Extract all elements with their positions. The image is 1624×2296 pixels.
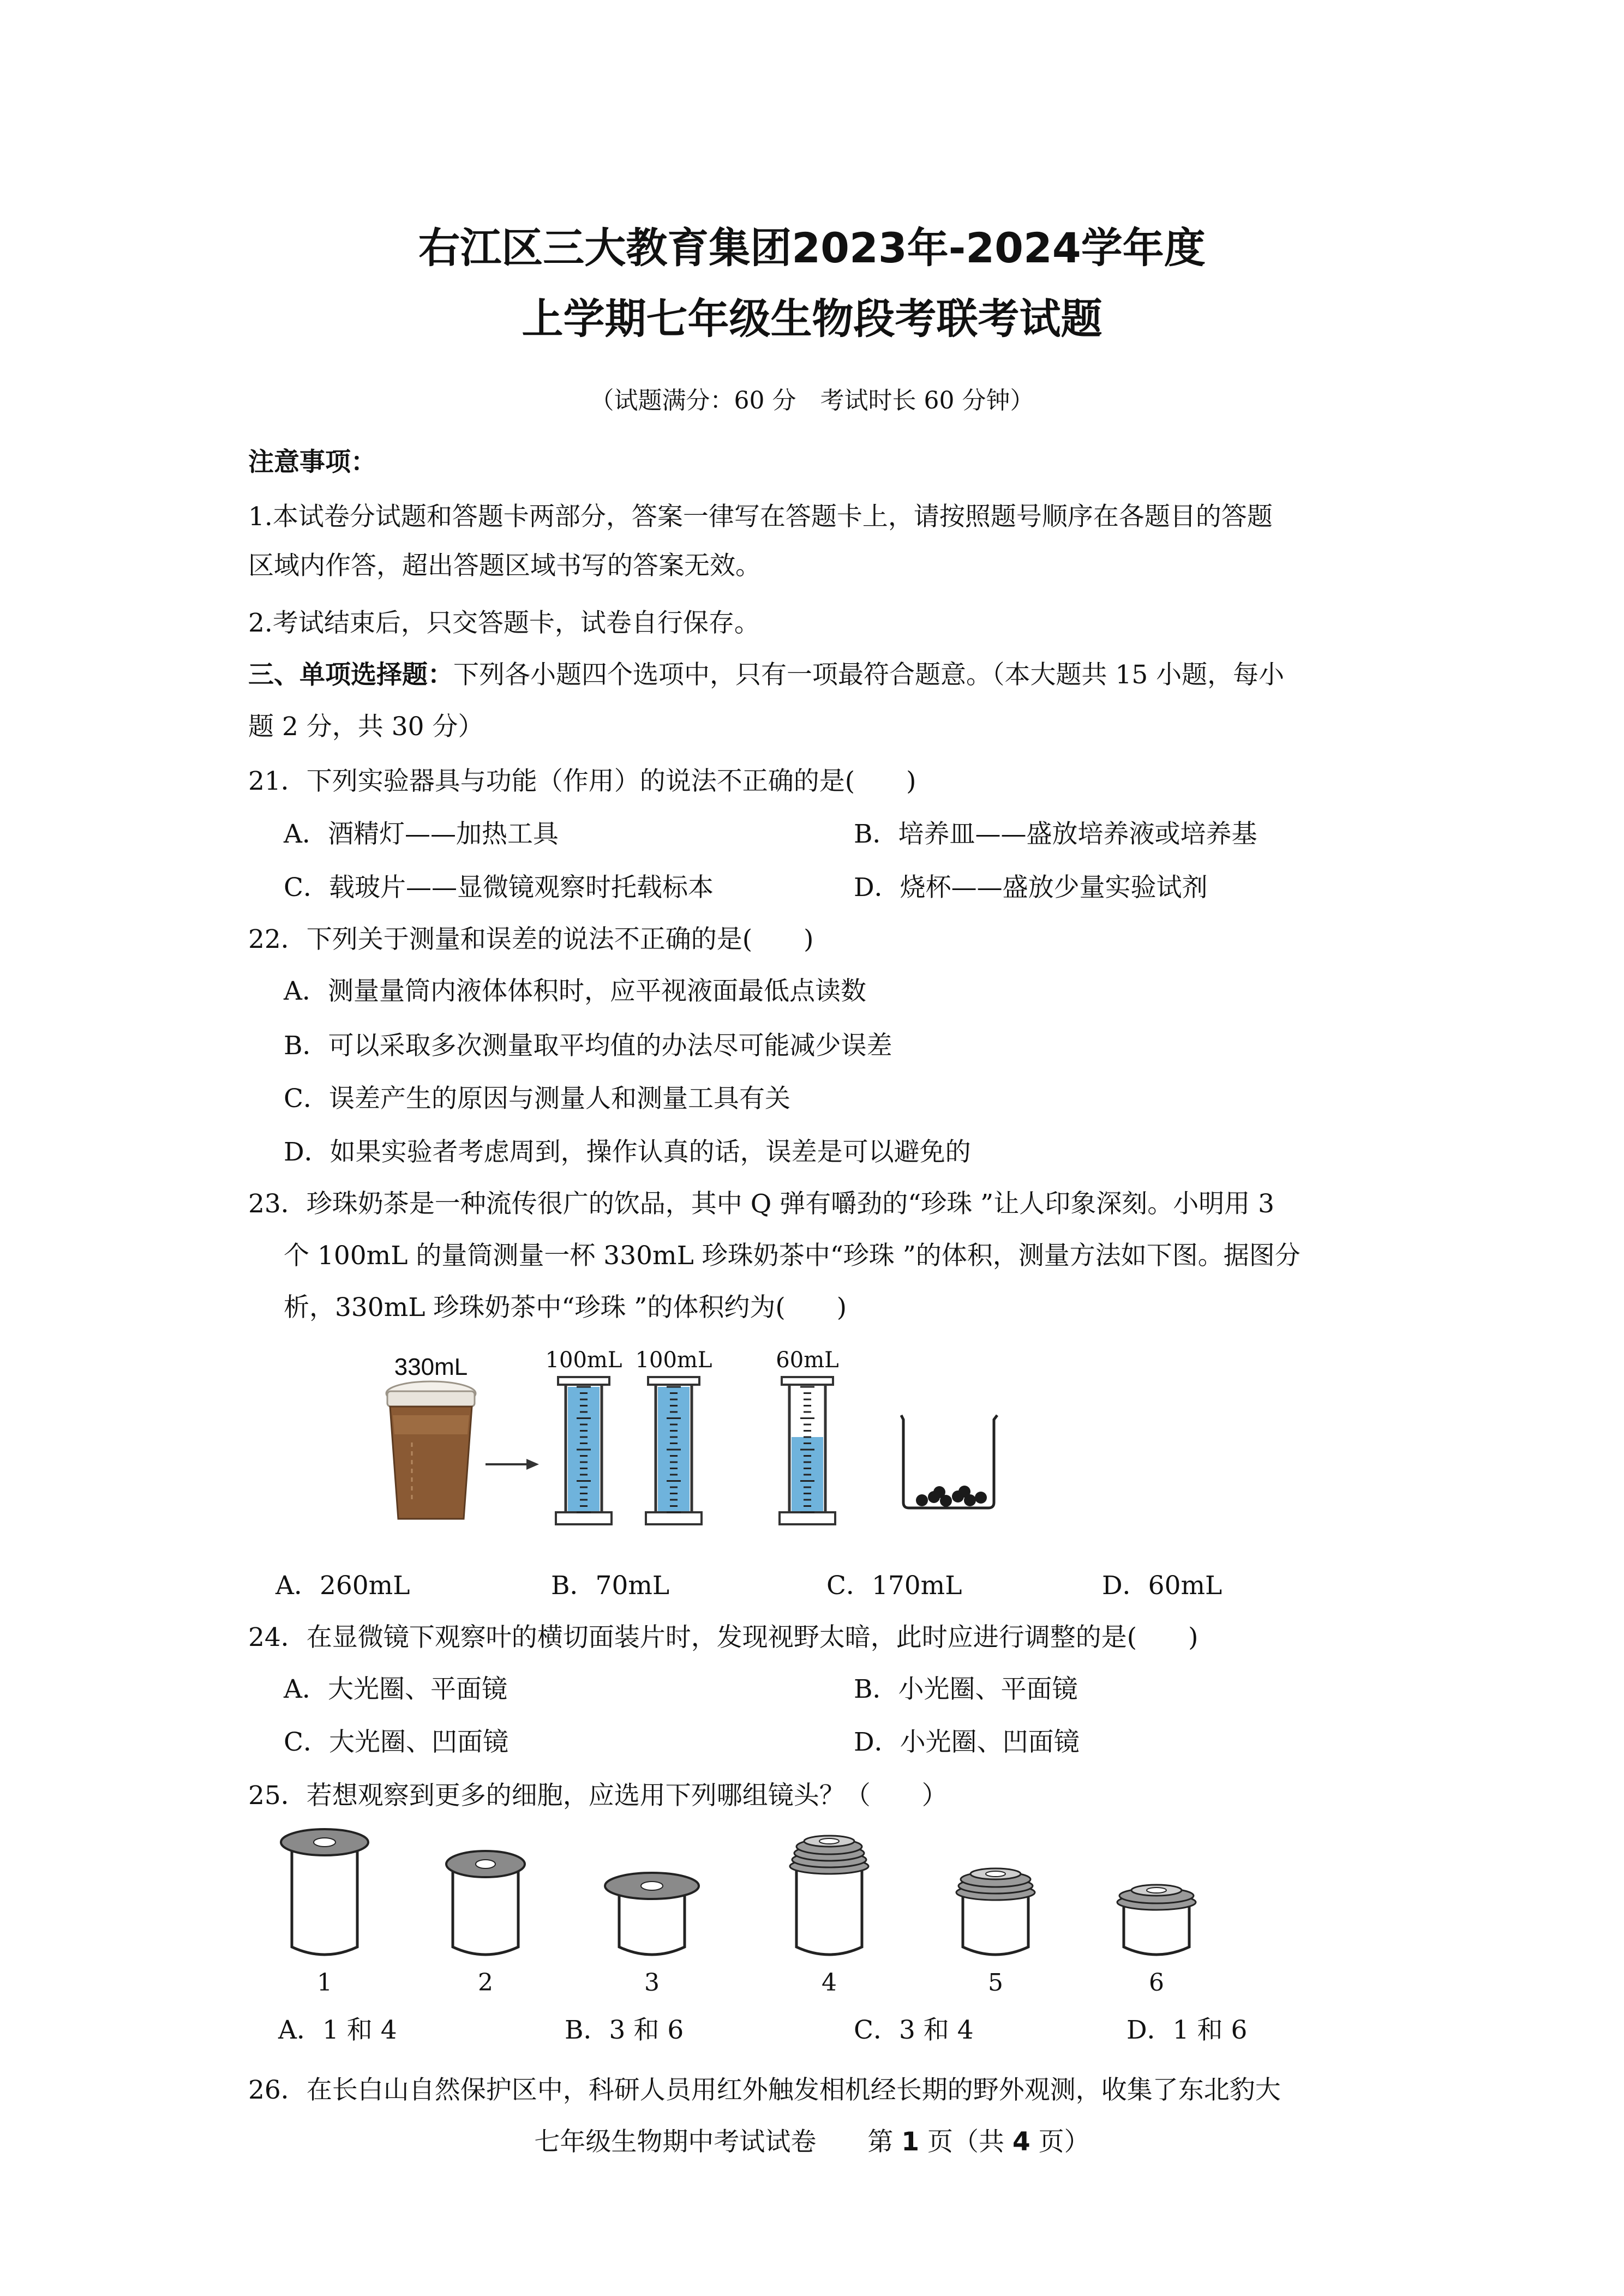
section-desc-line2: 题 2 分，共 30 分）: [248, 712, 484, 742]
q21-option-c: C．载玻片——显微镜观察时托载标本: [284, 873, 714, 903]
lens-label: 1: [317, 1969, 332, 1997]
cylinder-2-icon: [636, 1348, 712, 1524]
cylinder-1-label: 100mL: [545, 1348, 622, 1373]
lens-label: 3: [644, 1969, 660, 1997]
q21-stem: 21．下列实验器具与功能（作用）的说法不正确的是( ): [248, 766, 916, 796]
cylinder-1-base: [556, 1512, 612, 1524]
q24-stem: 24．在显微镜下观察叶的横切面装片时，发现视野太暗，此时应进行调整的是( ): [248, 1622, 1198, 1652]
q22-option-d: D．如果实验者考虑周到，操作认真的话，误差是可以避免的: [284, 1137, 971, 1167]
cylinder-3-label: 60mL: [776, 1348, 839, 1373]
lens-5-icon: [956, 1868, 1035, 1997]
q23-option-d: D．60mL: [1102, 1571, 1223, 1601]
cylinder-2-rim: [648, 1377, 699, 1385]
lens-label: 4: [822, 1969, 837, 1997]
footer-mid: 页（共: [919, 2127, 1012, 2157]
q22-stem: 22．下列关于测量和误差的说法不正确的是( ): [248, 924, 814, 954]
lens-6-icon: [1117, 1885, 1196, 1997]
beaker-with-pearls-icon: [901, 1415, 997, 1508]
q23-option-b: B．70mL: [551, 1571, 670, 1601]
section-heading: 三、单项选择题：: [248, 660, 453, 690]
q25-option-b: B．3 和 6: [565, 2015, 684, 2045]
pearl: [933, 1486, 945, 1498]
cylinder-3-base: [780, 1512, 835, 1524]
q21-option-b: B．培养皿——盛放培养液或培养基: [854, 819, 1257, 849]
cylinder-3-rim: [782, 1377, 833, 1385]
q26-stem: 26．在长白山自然保护区中，科研人员用红外触发相机经长期的野外观测，收集了东北豹大: [248, 2075, 1281, 2105]
arrow-right-icon: [486, 1459, 539, 1470]
cylinder-1-rim: [558, 1377, 609, 1385]
lens-label: 6: [1149, 1969, 1164, 1997]
exam-title-line1: 右江区三大教育集团2023年-2024学年度: [418, 224, 1206, 272]
q25-stem: 25．若想观察到更多的细胞，应选用下列哪组镜头？（ ）: [248, 1781, 948, 1811]
q24-option-b: B．小光圈、平面镜: [854, 1674, 1078, 1704]
q24-option-a: A．大光圈、平面镜: [284, 1674, 507, 1704]
milk-tea-cup-icon: [386, 1381, 476, 1519]
q25-option-a: A．1 和 4: [278, 2015, 397, 2045]
footer-suffix: 页）: [1030, 2127, 1090, 2157]
exam-title-line2: 上学期七年级生物段考联考试题: [522, 294, 1102, 343]
notice-heading: 注意事项：: [248, 447, 376, 477]
lens-4-icon: [790, 1836, 868, 1997]
footer-page-number: 1: [901, 2127, 920, 2157]
q24-option-c: C．大光圈、凹面镜: [284, 1727, 508, 1757]
cylinder-2-base: [646, 1512, 702, 1524]
pearl: [958, 1486, 970, 1498]
cylinder-2-label: 100mL: [635, 1348, 712, 1373]
pearl: [975, 1492, 987, 1504]
cup-volume-label: 330mL: [394, 1354, 468, 1380]
exam-meta: （试题满分：60 分 考试时长 60 分钟）: [590, 387, 1034, 414]
q23-option-c: C．170mL: [826, 1571, 962, 1601]
q22-option-a: A．测量量筒内液体体积时，应平视液面最低点读数: [284, 976, 866, 1006]
footer-prefix: 七年级生物期中考试试卷 第: [534, 2127, 902, 2157]
q22-option-c: C．误差产生的原因与测量人和测量工具有关: [284, 1084, 790, 1114]
q25-option-c: C．3 和 4: [854, 2015, 974, 2045]
section-desc-line1: 下列各小题四个选项中，只有一项最符合题意。（本大题共 15 小题，每小: [453, 660, 1285, 690]
lens-3-icon: [605, 1873, 699, 1997]
notice-item1-line2: 区域内作答，超出答题区域书写的答案无效。: [248, 551, 761, 581]
q22-option-b: B．可以采取多次测量取平均值的办法尽可能减少误差: [284, 1031, 892, 1061]
cylinder-1-icon: [546, 1348, 622, 1524]
lens-1-icon: [281, 1829, 368, 1997]
q23-stem-line2: 个 100mL 的量筒测量一杯 330mL 珍珠奶茶中“珍珠 ”的体积，测量方法如下图。据图分: [284, 1241, 1301, 1271]
lens-2-icon: [446, 1851, 525, 1997]
cylinder-3-icon: [776, 1348, 838, 1524]
q24-option-d: D．小光圈、凹面镜: [854, 1727, 1080, 1757]
notice-item1-line1: 1.本试卷分试题和答题卡两部分，答案一律写在答题卡上，请按照题号顺序在各题目的答题: [248, 502, 1273, 532]
q23-stem-line1: 23．珍珠奶茶是一种流传很广的饮品，其中 Q 弹有嚼劲的“珍珠 ”让人印象深刻。小明用 3: [248, 1189, 1275, 1219]
page-footer: [0, 2124, 1624, 2160]
q23-measurement-figure: [229, 1339, 1047, 1552]
q25-lens-figure: [256, 1827, 1266, 2002]
pearl: [916, 1494, 928, 1506]
footer-total-pages: 4: [1012, 2127, 1030, 2157]
q21-option-a: A．酒精灯——加热工具: [284, 819, 559, 849]
lens-label: 5: [988, 1969, 1003, 1997]
q21-option-d: D．烧杯——盛放少量实验试剂: [854, 873, 1208, 903]
notice-item2: 2.考试结束后，只交答题卡，试卷自行保存。: [248, 608, 760, 638]
q23-option-a: A．260mL: [275, 1571, 410, 1601]
section-heading-line1: [248, 657, 1284, 693]
q25-option-d: D．1 和 6: [1126, 2015, 1248, 2045]
lens-label: 2: [478, 1969, 493, 1997]
q23-stem-line3: 析，330mL 珍珠奶茶中“珍珠 ”的体积约为( ): [284, 1293, 847, 1323]
